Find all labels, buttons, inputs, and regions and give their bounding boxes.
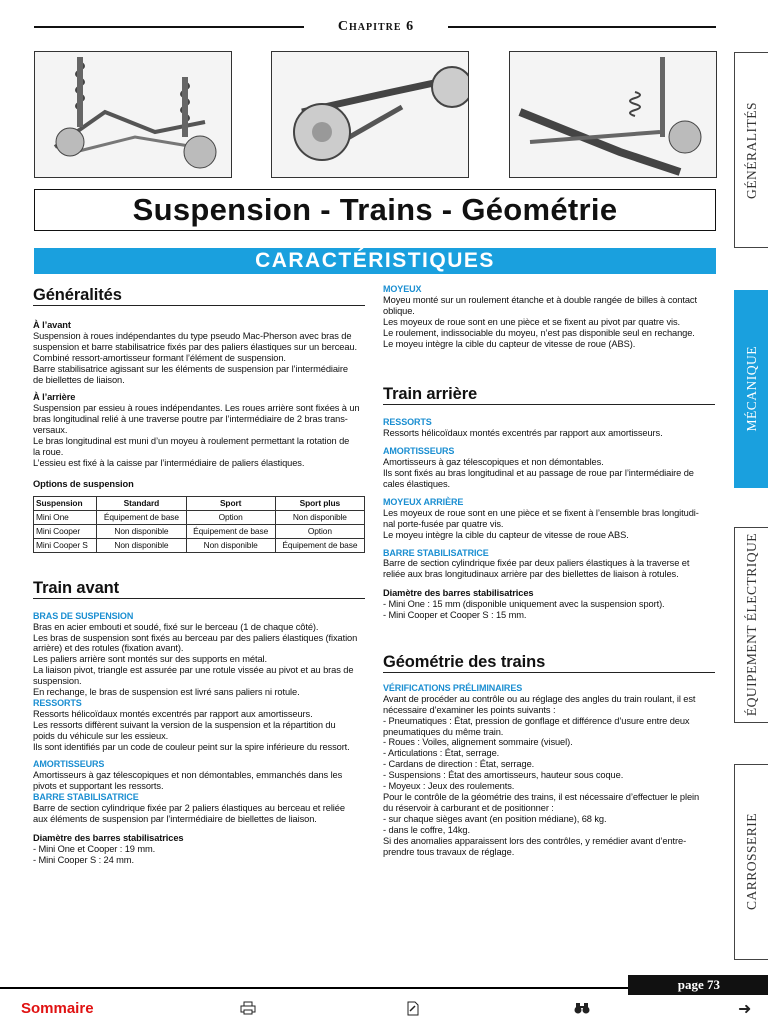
tab-label: MÉCANIQUE [743,346,759,432]
table-cell: Non disponible [186,538,275,552]
text-line: Suspension à roues indépendantes du type pseudo Mac-Pherson avec bras de [33,330,352,341]
right-column [383,284,715,857]
amortisseurs-label: AMORTISSEURS [383,446,455,457]
text-line: nécessaire d’examiner les points suivants : [383,704,556,715]
text-line: Le moyeu intègre la cible du capteur de vitesse de roue (ABS). [383,338,636,349]
text-line: reliée aux bras longitudinaux arrière par des biellettes de liaison à rotules. [383,569,679,580]
tab-carrosserie[interactable] [734,764,768,960]
options-table [33,496,365,553]
table-row [34,524,365,538]
table-header-row [34,496,365,510]
table-cell: Mini Cooper S [34,538,97,552]
amortisseurs-label: AMORTISSEURS [33,759,105,770]
avant-label: À l’avant [33,320,71,330]
table-cell: Mini Cooper [34,524,97,538]
text-line: Ressorts hélicoïdaux montés excentrés par rapport aux amortisseurs. [33,708,313,719]
table-cell: Non disponible [275,510,364,524]
text-line: - Pneumatiques : État, pression de gonflage et différence d’usure entre deux [383,715,690,726]
tab-generalites[interactable] [734,52,768,248]
text-line: Les moyeux de roue sont en une pièce et se fixent à l’ensemble bras longitudi- [383,507,699,518]
section-band: CARACTÉRISTIQUES [34,248,716,274]
text-line: suspension. [33,676,82,687]
table-cell: Non disponible [97,524,186,538]
arriere-label: À l’arrière [33,392,76,403]
text-line: Les ressorts diffèrent suivant la version de la suspension et la répartition du [33,719,336,730]
rear-suspension-photo-2 [509,51,717,178]
text-line: pivots et supportant les ressorts. [33,781,164,792]
table-cell: Non disponible [97,538,186,552]
text-line: aux éléments de suspension par l’intermédiaire de biellettes de liaison. [33,814,317,824]
page-number-box [628,975,768,995]
text-line: Les moyeux de roue sont en une pièce et se fixent au pivot par quatre vis. [383,316,681,327]
text-line: L’essieu est fixé à la caisse par l’intermédiaire de paliers élastiques. [33,457,305,468]
table-cell: Mini One [34,510,97,524]
text-line: - dans le coffre, 14kg. [383,824,470,835]
ressorts-label: RESSORTS [33,697,82,708]
text-line: En rechange, le bras de suspension est livré sans paliers ni rotule. [33,687,300,698]
text-line: la roue. [33,446,64,457]
diametre-label: Diamètre des barres stabilisatrices [383,588,534,599]
table-cell: Équipement de base [186,524,275,538]
rear-axle-photo-1 [271,51,469,178]
text-line: Combiné ressort-amortisseur formant l’élément de suspension. [33,352,286,363]
text-line: - Suspensions : État des amortisseurs, hauteur sous coque. [383,770,624,781]
text-line: Bras en acier embouti et soudé, fixé sur le berceau (1 de chaque côté). [33,621,319,632]
chapter-label: Chapitre 6 [337,19,415,34]
table-cell: Équipement de base [97,510,186,524]
text-line: pneumatiques du même train. [383,726,504,737]
text-line: Ressorts hélicoïdaux montés excentrés par rapport aux amortisseurs. [383,428,663,439]
barre-label: BARRE STABILISATRICE [33,792,139,803]
text-line: versaux. [33,425,68,436]
tab-label: CARROSSERIE [743,813,759,911]
text-line: Amortisseurs à gaz télescopiques et non démontables. [383,457,604,468]
moyeux-arriere-label: MOYEUX ARRIÈRE [383,496,464,507]
document-icon[interactable] [406,1001,420,1019]
text-line: La liaison pivot, triangle est assurée par une rotule vissée au pivot et au bras de [33,665,354,676]
tab-label: ÉQUIPEMENT ÉLECTRIQUE [743,533,759,717]
text-line: Pour le contrôle de la géométrie des trains, il est nécessaire d’effectuer le plein [383,792,700,802]
text-line: bras longitudinal relié à une traverse poutre par l’intermédiaire de 2 bras trans- [33,414,348,425]
page-title: Suspension - Trains - Géométrie [132,192,618,227]
chapter-rule-left [34,26,304,28]
heading-train-avant: Train avant [33,579,365,599]
text-line: cales élastiques. [383,478,451,489]
text-line: - Mini One : 15 mm (disponible uniquement avec la suspension sport). [383,599,665,610]
front-suspension-photo [34,51,232,178]
text-line: - Articulations : État, serrage. [383,748,500,759]
ressorts-label: RESSORTS [383,417,432,428]
table-cell: Sport plus [275,496,364,510]
options-label: Options de suspension [33,478,134,489]
diametre-label: Diamètre des barres stabilisatrices [33,832,184,843]
text-line: poids du véhicule sur les essieux. [33,730,169,741]
text-line: arrière) et des rotules (fixation avant). [33,643,184,654]
text-line: - Moyeux : Jeux des roulements. [383,781,515,792]
verifications-label: VÉRIFICATIONS PRÉLIMINAIRES [383,682,523,693]
text-line: Suspension par essieu à roues indépendantes. Les roues arrière sont fixées à un [33,403,360,414]
text-line: Barre de section cylindrique fixée par 2 paliers élastiques au berceau et reliée [33,803,345,814]
text-line: Ils sont fixés au bras longitudinal et au passage de roue par l’intermédiaire de [383,468,694,479]
text-line: oblique. [383,305,415,316]
text-line: du réservoir à carburant et de positionner : [383,802,554,813]
binoculars-icon[interactable] [574,1001,590,1018]
text-line: Ils sont identifiés par un code de couleur peint sur la spire inférieure du ressort. [33,741,350,752]
tab-equipement-electrique[interactable] [734,527,768,723]
text-line: Le bras longitudinal est muni d’un moyeu à roulement permettant la rotation de [33,436,350,447]
text-line: Barre stabilisatrice agissant sur les éléments de suspension par l’intermédiaire [33,363,348,374]
left-column [33,286,365,866]
text-line: Les bras de suspension sont fixés au berceau par des paliers élastiques (fixation [33,632,358,643]
text-line: Barre de section cylindrique fixée par deux paliers élastiques à la traverse et [383,558,690,569]
table-cell: Suspension [34,496,97,510]
sommaire-link[interactable]: Sommaire [21,1000,94,1017]
heading-train-arriere: Train arrière [383,385,715,405]
text-line: prendre tous travaux de réglage. [383,846,515,857]
table-cell: Standard [97,496,186,510]
page-number: page 73 [677,977,720,992]
text-line: - Mini Cooper S : 24 mm. [33,854,134,865]
bras-label: BRAS DE SUSPENSION [33,610,134,621]
text-line: Le moyeu intègre la cible du capteur de vitesse de roue ABS. [383,529,629,540]
text-line: Les paliers arrière sont montés sur des supports en métal. [33,654,267,665]
table-row [34,510,365,524]
text-line: Amortisseurs à gaz télescopiques et non démontables, emmanchés dans les [33,770,343,781]
table-cell: Équipement de base [275,538,364,552]
heading-generalites: Généralités [33,286,365,306]
table-cell: Option [275,524,364,538]
text-line: - Cardans de direction : État, serrage. [383,759,535,770]
moyeux-label: MOYEUX [383,284,422,294]
text-line: nal porte-fusée par quatre vis. [383,518,504,529]
text-line: - Mini Cooper et Cooper S : 15 mm. [383,610,527,621]
text-line: de biellettes de liaison. [33,374,125,385]
table-cell: Option [186,510,275,524]
chapter-rule-right [448,26,716,28]
barre-label: BARRE STABILISATRICE [383,547,489,558]
table-cell: Sport [186,496,275,510]
text-line: - sur chaque sièges avant (en position médiane), 68 kg. [383,813,607,824]
text-line: Avant de procéder au contrôle ou au réglage des angles du train roulant, il est [383,693,696,704]
text-line: Moyeu monté sur un roulement étanche et à double rangée de billes à contact [383,294,697,305]
text-line: - Roues : Voiles, alignement sommaire (visuel). [383,737,573,748]
next-arrow-icon[interactable]: ➜ [738,1001,752,1018]
print-icon[interactable] [240,1001,256,1018]
text-line: suspension et barre stabilisatrice fixés par des paliers élastiques sur un berceau. [33,341,357,352]
heading-geometrie: Géométrie des trains [383,653,715,673]
tab-mecanique[interactable] [734,290,768,488]
text-line: Le roulement, indissociable du moyeu, n’est pas disponible seul en rechange. [383,327,695,338]
text-line: Si des anomalies apparaissent lors des contrôles, y remédier avant d’entre- [383,835,687,846]
tab-label: GÉNÉRALITÉS [743,101,759,199]
title-box [34,189,716,231]
table-row [34,538,365,552]
text-line: - Mini One et Cooper : 19 mm. [33,843,156,854]
